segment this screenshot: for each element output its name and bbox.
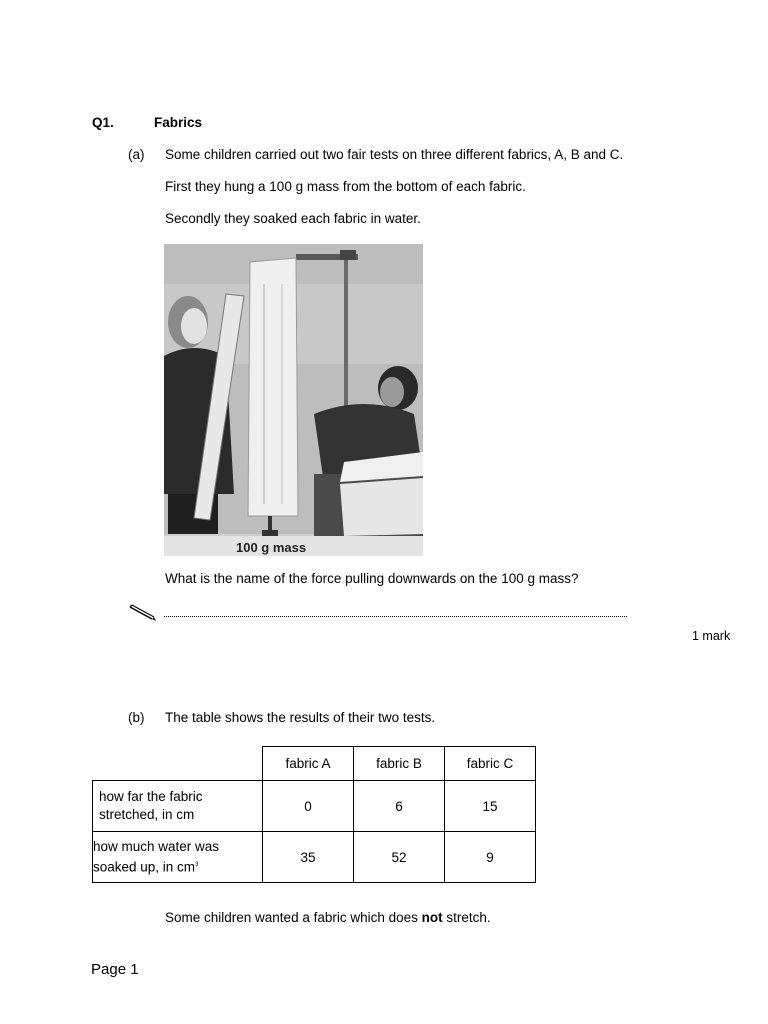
table-cell: 9 <box>445 832 536 883</box>
row-label-line1: how far the fabric <box>99 789 203 804</box>
part-a-question: What is the name of the force pulling downwards on the 100 g mass? <box>165 571 579 586</box>
closing-pre: Some children wanted a fabric which does <box>165 910 422 925</box>
table-cell: 0 <box>263 781 354 832</box>
row-label-line1: how much water was <box>93 838 220 854</box>
answer-line[interactable] <box>164 614 627 617</box>
unit-superscript: 3 <box>195 861 199 868</box>
part-a-label: (a) <box>128 147 145 162</box>
row-label <box>93 781 263 832</box>
table-row <box>93 781 536 832</box>
table-header-row <box>93 747 536 781</box>
table-header-cell: fabric B <box>354 747 445 781</box>
pencil-icon <box>128 603 158 623</box>
question-title: Fabrics <box>154 115 203 130</box>
part-a-line1: Some children carried out two fair tests on three different fabrics, A, B and C. <box>165 147 624 162</box>
closing-bold: not <box>421 910 443 925</box>
part-b-label: (b) <box>128 710 145 725</box>
results-table <box>92 746 536 883</box>
question-number: Q1. <box>92 115 114 130</box>
mark-label: 1 mark <box>692 629 731 643</box>
closing-post: stretch. <box>442 910 491 925</box>
table-cell: 52 <box>354 832 445 883</box>
table-cell: 15 <box>445 781 536 832</box>
table-header-cell: fabric A <box>263 747 354 781</box>
part-a-line3: Secondly they soaked each fabric in water. <box>165 211 421 226</box>
photo-caption: 100 g mass <box>236 540 307 555</box>
table-row <box>93 832 536 883</box>
closing-sentence <box>165 910 491 926</box>
experiment-photo <box>164 244 423 556</box>
table-corner <box>93 747 263 781</box>
table-cell: 35 <box>263 832 354 883</box>
table-cell: 6 <box>354 781 445 832</box>
page-number: Page 1 <box>91 961 139 978</box>
row-label-line2: soaked up, in cm <box>93 859 196 875</box>
table-header-cell: fabric C <box>445 747 536 781</box>
part-a-line2: First they hung a 100 g mass from the bottom of each fabric. <box>165 179 526 194</box>
row-label-line2: stretched, in cm <box>99 807 195 822</box>
row-label <box>93 832 263 883</box>
part-b-intro: The table shows the results of their two tests. <box>165 710 436 725</box>
